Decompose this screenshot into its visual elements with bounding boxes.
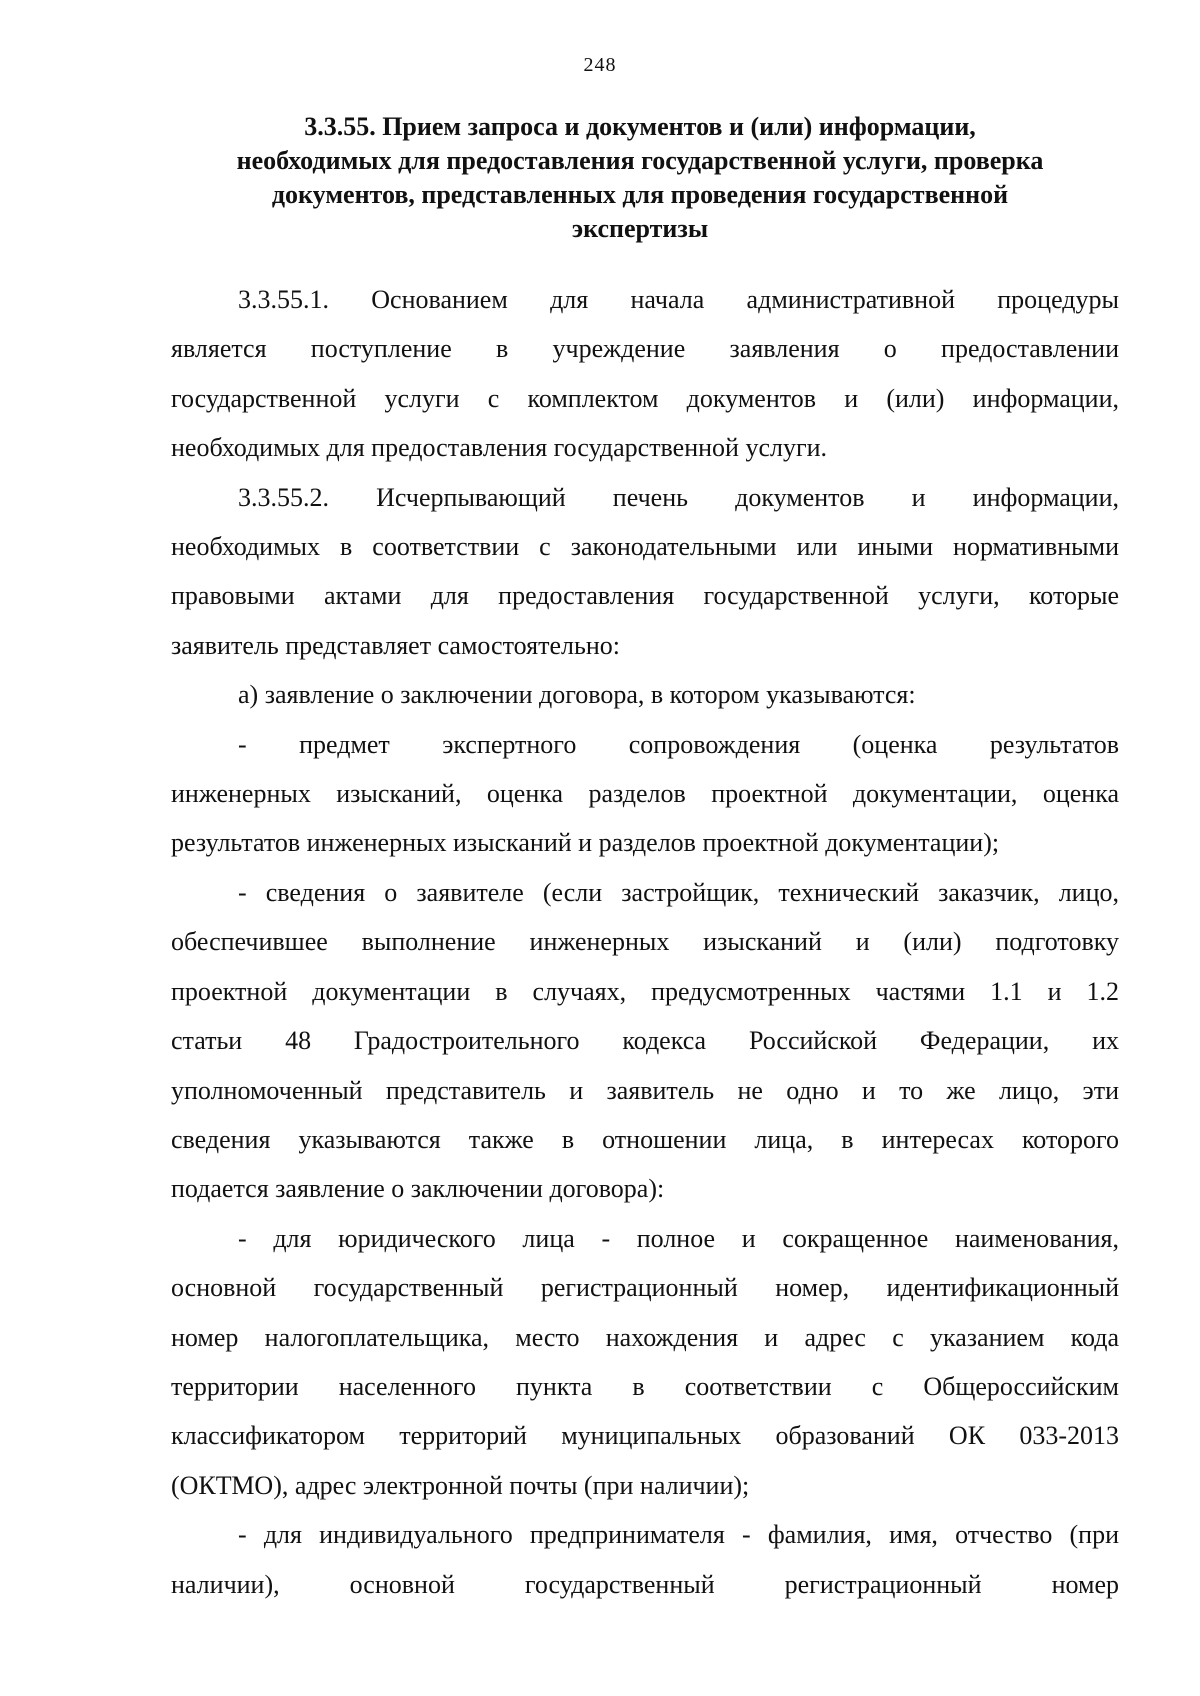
paragraph [171, 473, 1119, 671]
paragraph-line: статьи 48 Градостроительного кодекса Российской Федерации, их [171, 1026, 1119, 1056]
section-heading [170, 110, 1110, 246]
paragraph-line: результатов инженерных изысканий и разделов проектной документации); [171, 828, 1000, 858]
heading-line: необходимых для предоставления государственной услуги, проверка [236, 146, 1044, 175]
heading-line: экспертизы [571, 214, 709, 243]
paragraph-line: 3.3.55.1. Основанием для начала административной процедуры [238, 285, 1119, 314]
paragraph [171, 1510, 1119, 1609]
paragraph-line: необходимых для предоставления государственной услуги. [171, 433, 828, 463]
paragraph-line: сведения указываются также в отношении лица, в интересах которого [171, 1124, 1119, 1154]
paragraph-line: правовыми актами для предоставления государственной услуги, которые [171, 581, 1119, 611]
paragraph-line: а) заявление о заключении договора, в котором указываются: [238, 680, 916, 710]
paragraph-line: наличии), основной государственный регистрационный номер [171, 1569, 1119, 1599]
paragraph-line: обеспечившее выполнение инженерных изысканий и (или) подготовку [171, 927, 1119, 957]
heading-line: 3.3.55. Прием запроса и документов и (или) информации, [304, 112, 976, 141]
paragraph-line: проектной документации в случаях, предусмотренных частями 1.1 и 1.2 [171, 976, 1119, 1006]
paragraph-line: - сведения о заявителе (если застройщик, технический заказчик, лицо, [238, 877, 1119, 907]
paragraph-line: - для юридического лица - полное и сокращенное наименования, [238, 1223, 1119, 1253]
paragraph-line: заявитель представляет самостоятельно: [171, 630, 620, 660]
paragraph-line: территории населенного пункта в соответствии с Общероссийским [171, 1371, 1119, 1401]
paragraph-line: является поступление в учреждение заявления о предоставлении [171, 334, 1119, 364]
paragraph-line: инженерных изысканий, оценка разделов проектной документации, оценка [171, 779, 1119, 809]
paragraph-line: подается заявление о заключении договора): [171, 1174, 665, 1204]
paragraph [171, 670, 1119, 719]
paragraph-line: (ОКТМО), адрес электронной почты (при наличии); [171, 1470, 750, 1500]
paragraph-line: классификатором территорий муниципальных образований ОК 033-2013 [171, 1421, 1119, 1451]
paragraph-line: государственной услуги с комплектом документов и (или) информации, [171, 383, 1119, 413]
paragraph-line: - для индивидуального предпринимателя - фамилия, имя, отчество (при [238, 1520, 1119, 1550]
paragraph-line: основной государственный регистрационный номер, идентификационный [171, 1273, 1119, 1303]
page-number: 248 [583, 54, 617, 76]
paragraph [171, 720, 1119, 868]
paragraph [171, 868, 1119, 1214]
paragraph-line: - предмет экспертного сопровождения (оценка результатов [238, 729, 1119, 759]
paragraph [171, 275, 1119, 473]
paragraph-line: уполномоченный представитель и заявитель не одно и то же лицо, эти [171, 1075, 1119, 1105]
paragraph-line: необходимых в соответствии с законодательными или иными нормативными [171, 532, 1119, 562]
paragraph [171, 1214, 1119, 1510]
document-body [171, 275, 1119, 1609]
paragraph-line: 3.3.55.2. Исчерпывающий печень документов и информации, [238, 482, 1119, 512]
paragraph-line: номер налогоплательщика, место нахождения и адрес с указанием кода [171, 1322, 1119, 1352]
heading-line: документов, представленных для проведения государственной [271, 180, 1009, 209]
